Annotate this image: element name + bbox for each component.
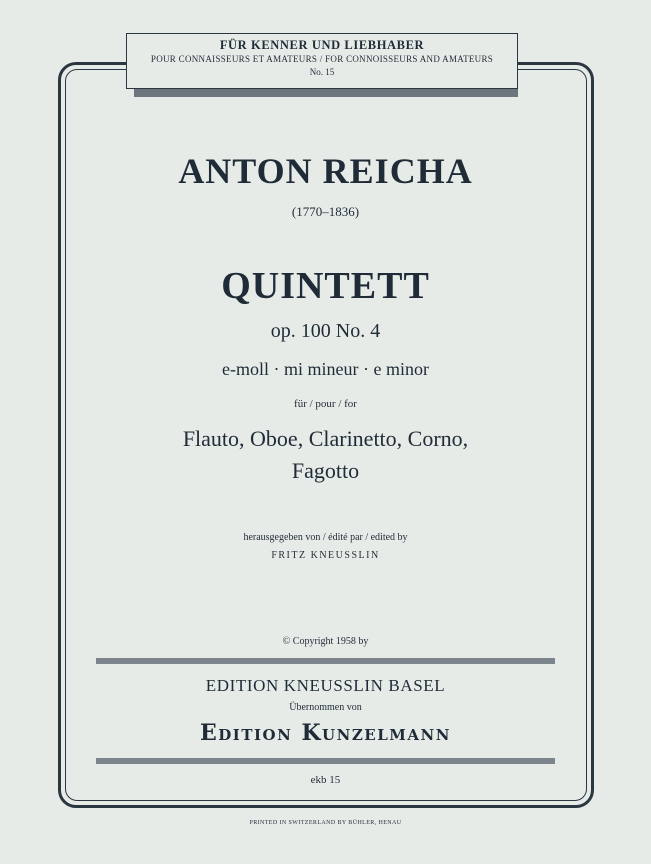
edited-by-label: herausgegeben von / édité par / edited by [243,532,408,543]
composer-name: ANTON REICHA [178,151,473,191]
divider-bar [96,658,555,664]
series-subtitle: POUR CONNAISSEURS ET AMATEURS / FOR CONNOISSEURS AND AMATEURS [150,54,494,64]
series-box [126,33,518,89]
divider-bar [96,758,555,764]
instrumentation-line-1: Flauto, Oboe, Clarinetto, Corno, [182,426,469,451]
catalog-number: ekb 15 [310,774,341,786]
publisher-logo-text: Edition Kunzelmann [200,720,451,746]
editor-name: FRITZ KNEUSSLIN [271,550,380,561]
printer-imprint: PRINTED IN SWITZERLAND BY BÜHLER, HENAU [249,820,402,826]
instrumentation-line-2: Fagotto [291,458,360,483]
for-label: für / pour / for [294,398,357,410]
composer-dates: (1770–1836) [291,204,360,219]
taken-over-label: Übernommen von [289,702,362,713]
key-signature: e-moll · mi mineur · e minor [222,359,429,379]
opus-number: op. 100 No. 4 [270,320,381,342]
work-title: QUINTETT [221,265,430,307]
series-number: No. 15 [309,67,335,77]
publisher-name: EDITION KNEUSSLIN BASEL [205,676,446,695]
series-title: FÜR KENNER UND LIEBHABER [219,38,425,52]
copyright-notice: © Copyright 1958 by [282,636,369,647]
series-box-shadow [134,89,518,97]
